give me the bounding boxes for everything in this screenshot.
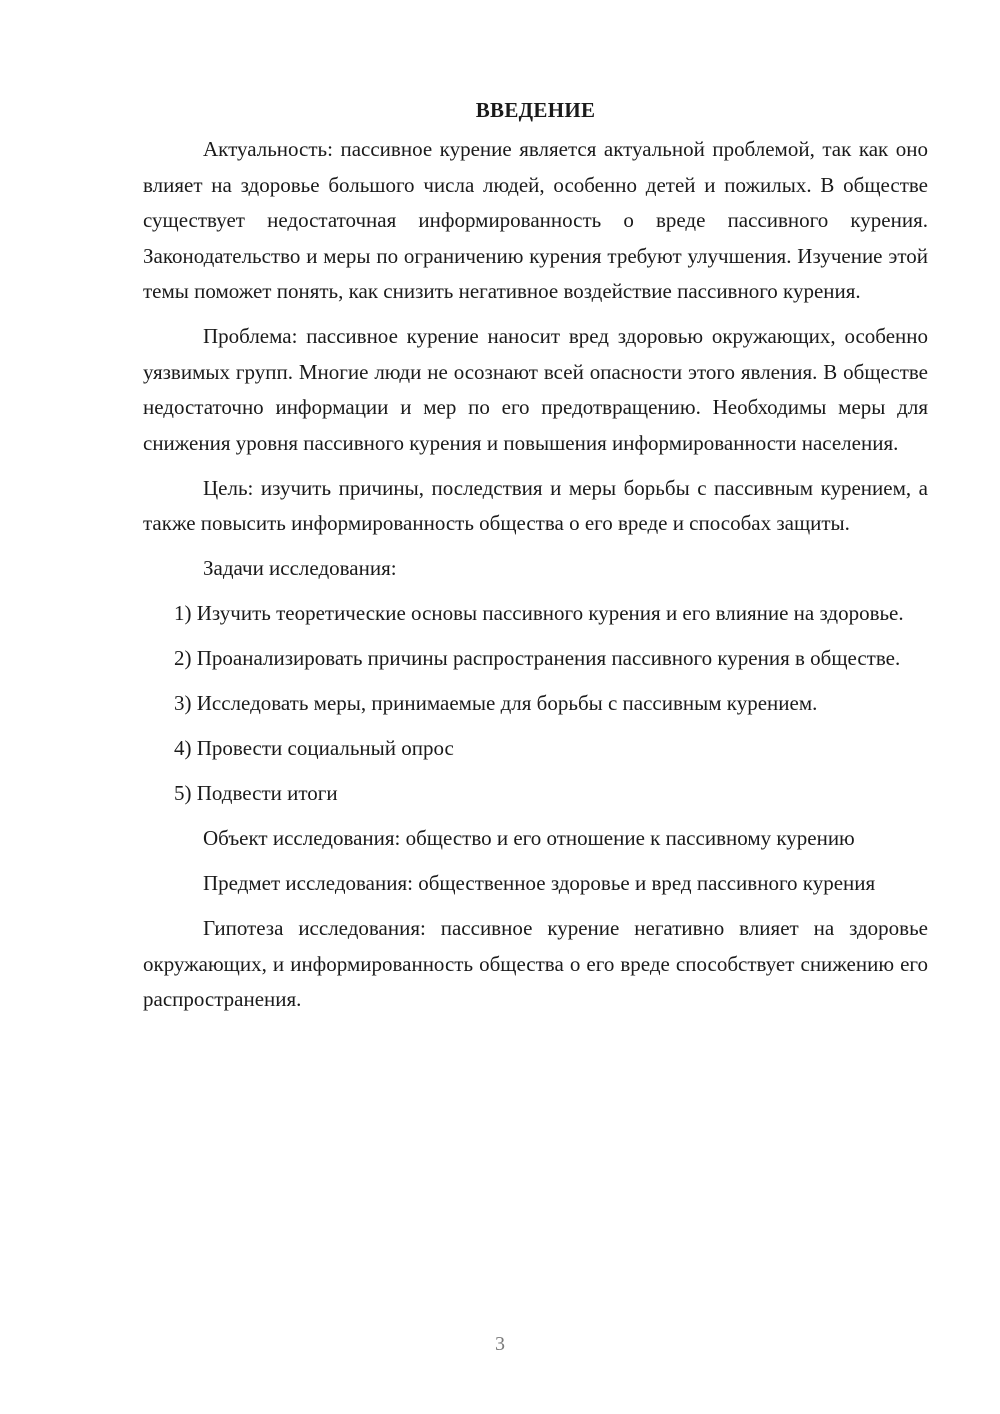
task-item-5: 5) Подвести итоги	[174, 781, 338, 805]
spacer	[143, 677, 928, 687]
paragraph-hypothesis: Гипотеза исследования: пассивное курение негативно влияет на здоровье окружающих, и информированность общества о его вреде способствует снижению его распространения.	[143, 916, 928, 1011]
tasks-heading: Задачи исследования:	[203, 556, 397, 580]
spacer	[143, 310, 928, 320]
spacer	[143, 857, 928, 867]
spacer	[143, 722, 928, 732]
paragraph-object: Объект исследования: общество и его отношение к пассивному курению	[203, 826, 855, 850]
paragraph-goal: Цель: изучить причины, последствия и меры борьбы с пассивным курением, а также повысить информированность общества о его вреде и способах защиты.	[143, 475, 928, 535]
spacer	[143, 461, 928, 471]
spacer	[143, 542, 928, 552]
task-item-1: 1) Изучить теоретические основы пассивного курения и его влияние на здоровье.	[174, 601, 904, 625]
task-item-4: 4) Провести социальный опрос	[174, 736, 454, 760]
task-item-2: 2) Проанализировать причины распространения пассивного курения в обществе.	[174, 646, 901, 670]
spacer	[143, 767, 928, 777]
page-number: 3	[495, 1333, 505, 1355]
document-page	[143, 92, 928, 1018]
spacer	[143, 902, 928, 912]
spacer	[143, 632, 928, 642]
paragraph-subject: Предмет исследования: общественное здоровье и вред пассивного курения	[203, 871, 876, 895]
spacer	[143, 812, 928, 822]
task-item-3: 3) Исследовать меры, принимаемые для борьбы с пассивным курением.	[174, 691, 818, 715]
paragraph-relevance: Актуальность: пассивное курение является актуальной проблемой, так как оно влияет на здоровье большого числа людей, особенно детей и пожилых. В обществе существует недостаточная информированность о вреде пассивного курения. Законодательство и меры по ограничению курения требуют улучшения. Изучение этой темы поможет понять, как снизить негативное воздействие пассивного курения.	[143, 137, 928, 303]
section-heading: ВВЕДЕНИЕ	[475, 98, 596, 122]
spacer	[143, 587, 928, 597]
paragraph-problem: Проблема: пассивное курение наносит вред здоровью окружающих, особенно уязвимых групп. Многие люди не осознают всей опасности этого явления. В обществе недостаточно информации и мер по его предотвращению. Необходимы меры для снижения уровня пассивного курения и повышения информированности населения.	[143, 324, 928, 455]
